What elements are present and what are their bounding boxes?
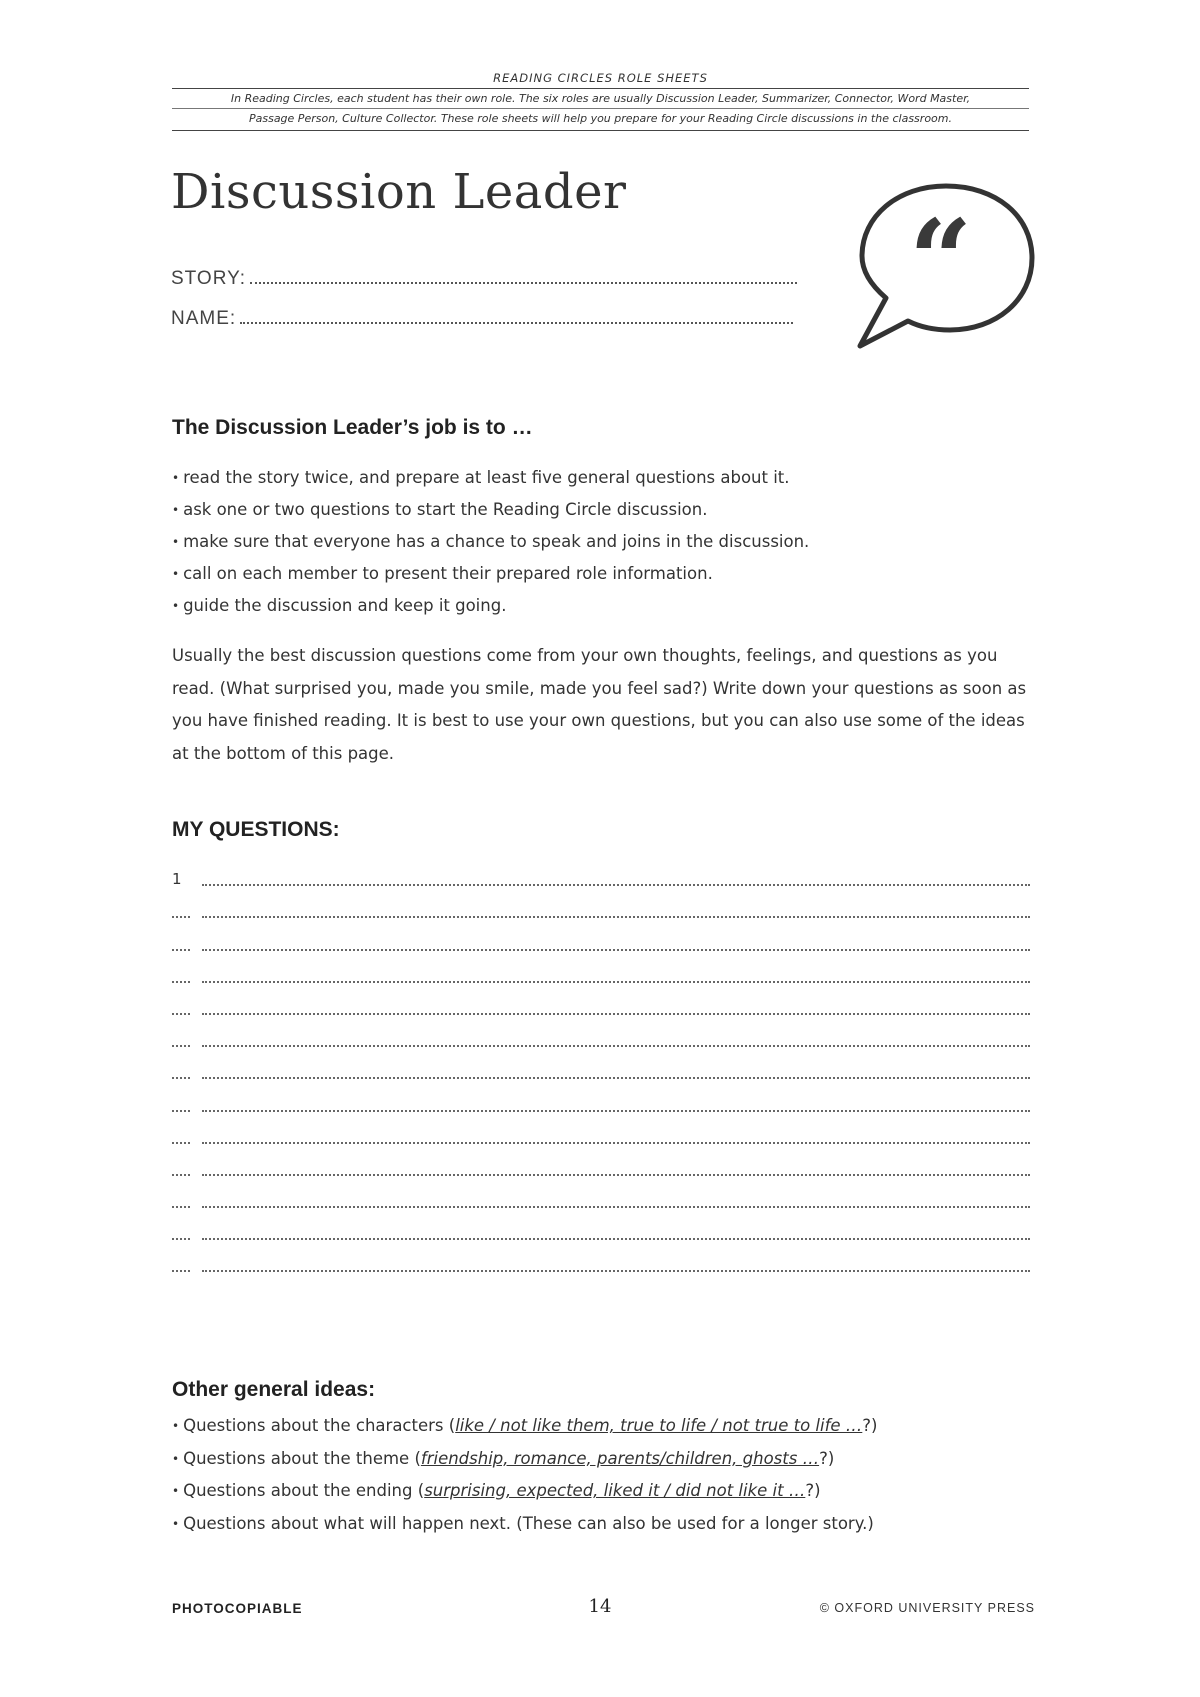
ideas-heading: Other general ideas: <box>172 1378 376 1401</box>
question-rule[interactable] <box>202 1077 1030 1079</box>
list-item: • Questions about the theme (friendship, romance, parents/children, ghosts …?) <box>172 1448 835 1468</box>
list-item: • Questions about the ending (surprising, expected, liked it / did not like it …?) <box>172 1481 821 1500</box>
question-rule[interactable] <box>202 1206 1030 1208</box>
name-fill-line[interactable] <box>240 322 793 324</box>
bullet-icon: • <box>172 1419 180 1433</box>
bullet-icon: • <box>172 1451 180 1466</box>
question-line[interactable] <box>172 1023 1030 1055</box>
bullet-icon: • <box>172 471 180 485</box>
list-item: • Questions about what will happen next. (These can also be used for a longer story.) <box>172 1513 874 1533</box>
question-lead-dots <box>172 1013 190 1015</box>
question-number: 1 <box>172 870 182 889</box>
questions-writing-area[interactable] <box>172 862 1030 1280</box>
question-line[interactable] <box>172 1152 1030 1184</box>
question-lead-dots <box>172 1270 190 1272</box>
speech-bubble-quote-icon <box>850 180 1040 350</box>
question-rule[interactable] <box>202 981 1030 983</box>
question-rule[interactable] <box>202 1013 1030 1015</box>
series-title: READING CIRCLES ROLE SHEETS <box>493 71 708 85</box>
list-item: • Questions about the characters (like / not like them, true to life / not true to life …?) <box>172 1416 878 1435</box>
story-fill-line[interactable] <box>250 282 797 284</box>
question-line[interactable] <box>172 894 1030 926</box>
job-list <box>172 462 809 622</box>
question-line[interactable] <box>172 1216 1030 1248</box>
question-line[interactable] <box>172 862 1030 894</box>
my-questions-heading: MY QUESTIONS: <box>172 818 340 841</box>
question-lead-dots <box>172 1045 190 1047</box>
name-field[interactable] <box>171 308 793 330</box>
page-title: Discussion Leader <box>171 164 627 220</box>
page-number: 14 <box>588 1596 612 1617</box>
question-rule[interactable] <box>202 884 1030 886</box>
list-item: • guide the discussion and keep it going. <box>172 596 507 615</box>
job-heading: The Discussion Leader’s job is to … <box>172 416 533 439</box>
question-lead-dots <box>172 1238 190 1240</box>
bullet-icon: • <box>172 535 180 549</box>
intro-box <box>172 88 1029 131</box>
question-line[interactable] <box>172 926 1030 958</box>
question-rule[interactable] <box>202 1045 1030 1047</box>
list-item: • read the story twice, and prepare at least five general questions about it. <box>172 468 790 487</box>
intro-line-1: In Reading Circles, each student has their own role. The six roles are usually Discussion Leader, Summarizer, Connector, Word Master, <box>230 92 971 105</box>
ideas-list <box>172 1410 878 1540</box>
question-rule[interactable] <box>202 1174 1030 1176</box>
bullet-icon: • <box>172 503 180 517</box>
question-lead-dots <box>172 949 190 951</box>
bullet-icon: • <box>172 1484 180 1498</box>
question-line[interactable] <box>172 1055 1030 1087</box>
question-rule[interactable] <box>202 949 1030 951</box>
question-rule[interactable] <box>202 916 1030 918</box>
question-rule[interactable] <box>202 1142 1030 1144</box>
question-line[interactable] <box>172 1248 1030 1280</box>
question-rule[interactable] <box>202 1110 1030 1112</box>
question-rule[interactable] <box>202 1270 1030 1272</box>
question-lead-dots <box>172 1142 190 1144</box>
list-item: • make sure that everyone has a chance to speak and joins in the discussion. <box>172 532 810 551</box>
name-label: NAME: <box>171 308 237 329</box>
question-lead-dots <box>172 1110 190 1112</box>
question-lead-dots <box>172 981 190 983</box>
bullet-icon: • <box>172 599 180 613</box>
question-line[interactable] <box>172 991 1030 1023</box>
story-field[interactable] <box>171 268 797 290</box>
bullet-icon: • <box>172 1516 180 1531</box>
copyright-label: © OXFORD UNIVERSITY PRESS <box>819 1601 1035 1615</box>
intro-line-2: Passage Person, Culture Collector. These role sheets will help you prepare for your Reading Circle discussions in the classroom. <box>172 108 1029 128</box>
question-line[interactable] <box>172 959 1030 991</box>
instructions-paragraph: Usually the best discussion questions come from your own thoughts, feelings, and questions as you read. (What surprised you, made you smile, made you feel sad?) Write down your questions as soon as you have finished reading. It is best to use your own questions, but you can also use some of the ideas at the bottom of this page. <box>172 646 1027 763</box>
question-line[interactable] <box>172 1120 1030 1152</box>
question-line[interactable] <box>172 1087 1030 1119</box>
list-item: • ask one or two questions to start the Reading Circle discussion. <box>172 500 708 519</box>
question-rule[interactable] <box>202 1238 1030 1240</box>
story-label: STORY: <box>171 268 246 289</box>
question-line[interactable] <box>172 1184 1030 1216</box>
photocopiable-label: PHOTOCOPIABLE <box>172 1601 303 1616</box>
question-lead-dots <box>172 1206 190 1208</box>
question-lead-dots <box>172 1174 190 1176</box>
bullet-icon: • <box>172 567 180 581</box>
question-lead-dots <box>172 916 190 918</box>
question-lead-dots <box>172 1077 190 1079</box>
list-item: • call on each member to present their prepared role information. <box>172 564 713 583</box>
svg-text:“: “ <box>909 195 973 324</box>
